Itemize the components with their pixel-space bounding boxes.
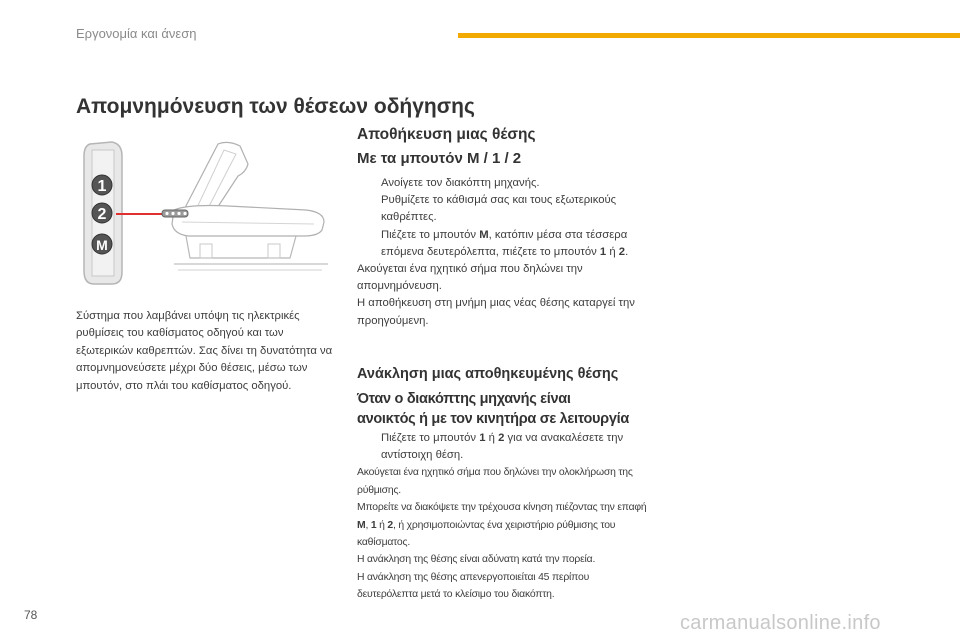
store-bullet-1: Ανοίγετε τον διακόπτη μηχανής. <box>381 177 540 189</box>
store-para-2: Η αποθήκευση στη μνήμη μιας νέας θέσης καταργεί την προηγούμενη. <box>357 297 635 327</box>
svg-text:M: M <box>96 237 108 253</box>
recall-para-1: Ακούγεται ένα ηχητικό σήμα που δηλώνει την ολοκλήρωση της ρύθμισης. <box>357 467 633 496</box>
recall-bullet-1: Πιέζετε το μπουτόν 1 ή 2 για να ανακαλέσετε την αντίστοιχη θέση. <box>381 432 624 462</box>
page-title: Απομνημόνευση των θέσεων οδήγησης <box>76 95 475 118</box>
recall-para-3: Η ανάκληση της θέσης είναι αδύνατη κατά την πορεία. <box>357 554 596 566</box>
recall-instructions <box>357 430 647 604</box>
recall-para-2: Μπορείτε να διακόψετε την τρέχουσα κίνηση πιέζοντας την επαφή M, 1 ή 2, ή χρησιμοποιώντας ένα χειριστήριο ρύθμισης του καθίσματος. <box>357 502 647 549</box>
watermark-text: carmanualsonline.info <box>680 612 881 634</box>
recall-section-title: Ανάκληση μιας αποθηκευμένης θέσης <box>357 366 619 382</box>
header-accent-bar <box>458 33 960 38</box>
illustration-caption: Σύστημα που λαμβάνει υπόψη τις ηλεκτρικές ρυθμίσεις του καθίσματος οδηγού και των εξωτερικών καθρεπτών. Σας δίνει τη δυνατότητα να απομνημονεύσετε μέχρι δύο θέσεις, μέσω των μπουτόν, στο πλάι του καθίσματος οδηγού. <box>76 310 333 392</box>
recall-para-4: Η ανάκληση της θέσης απενεργοποιείται 45 περίπου δευτερόλεπτα μετά το κλείσιμο του διακόπτη. <box>357 571 590 601</box>
page-number: 78 <box>24 608 38 622</box>
memory-button-2 <box>92 203 112 223</box>
store-section-title: Αποθήκευση μιας θέσης <box>357 126 536 143</box>
seat-memory-illustration <box>78 136 340 294</box>
recall-section-subtitle: Όταν ο διακόπτης μηχανής είναι ανοικτός ή με τον κινητήρα σε λειτουργία <box>357 391 629 427</box>
store-section-subtitle: Με τα μπουτόν M / 1 / 2 <box>357 150 522 167</box>
recall-bullet-list <box>357 430 647 464</box>
store-bullet-3: Πιέζετε το μπουτόν M, κατόπιν μέσα στα τέσσερα επόμενα δευτερόλεπτα, πιέζετε το μπουτόν 1 ή 2. <box>381 228 629 258</box>
section-header-title: Εργονομία και άνεση <box>76 26 197 41</box>
svg-text:1: 1 <box>97 178 107 195</box>
seat-cushion <box>172 206 324 237</box>
svg-text:2: 2 <box>97 206 107 223</box>
memory-button-1 <box>92 175 112 195</box>
store-bullet-list <box>357 175 647 261</box>
store-bullet-2: Ρυθμίζετε το κάθισμά σας και τους εξωτερικούς καθρέπτες. <box>381 194 617 224</box>
memory-button-m <box>92 234 112 254</box>
store-instructions <box>357 175 647 330</box>
store-para-1: Ακούγεται ένα ηχητικό σήμα που δηλώνει την απομνημόνευση. <box>357 263 583 293</box>
seat-illustration-svg <box>78 136 340 294</box>
